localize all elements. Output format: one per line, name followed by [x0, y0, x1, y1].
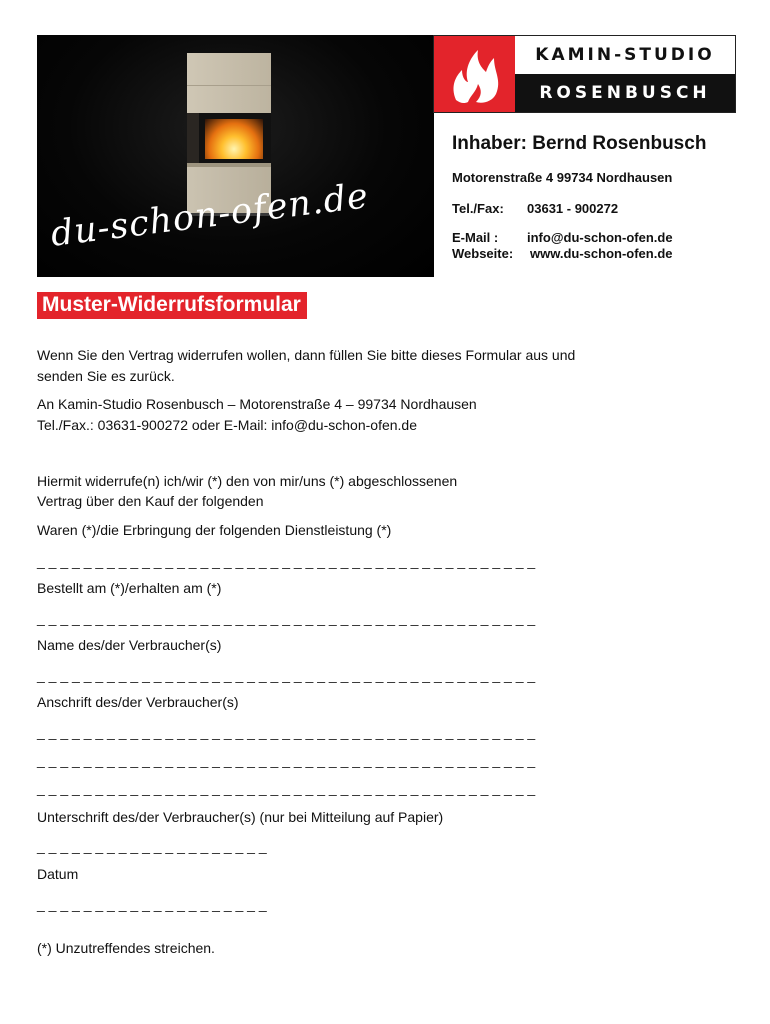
addressee-line-2: Tel./Fax.: 03631-900272 oder E-Mail: info@du-schon-ofen.de [37, 417, 417, 433]
fire-graphic [205, 119, 263, 159]
header-image [37, 35, 434, 277]
consumer-name-fill-line[interactable]: _ _ _ _ _ _ _ _ _ _ _ _ _ _ _ _ _ _ _ _ _ _ _ _ _ _ _ _ _ _ _ _ _ _ _ _ _ _ _ _ _ _ _ [37, 667, 536, 683]
form-title: Muster-Widerrufsformular [37, 292, 307, 319]
website-value: www.du-schon-ofen.de [530, 246, 673, 261]
signature-fill-line[interactable]: _ _ _ _ _ _ _ _ _ _ _ _ _ _ _ _ _ _ _ _ [37, 838, 267, 854]
email-label: E-Mail : [452, 230, 499, 245]
consumer-address-fill-line-2[interactable]: _ _ _ _ _ _ _ _ _ _ _ _ _ _ _ _ _ _ _ _ _ _ _ _ _ _ _ _ _ _ _ _ _ _ _ _ _ _ _ _ _ _ _ [37, 752, 536, 768]
date-label: Datum [37, 866, 79, 882]
website-label: Webseite: [452, 246, 514, 261]
logo-line-2: ROSENBUSCH [515, 74, 735, 112]
addressee-line-1: An Kamin-Studio Rosenbusch – Motorenstraße 4 – 99734 Nordhausen [37, 396, 477, 412]
logo-line-1: KAMIN-STUDIO [515, 36, 735, 74]
intro-line-2: senden Sie es zurück. [37, 368, 175, 384]
consumer-name-label: Name des/der Verbraucher(s) [37, 637, 222, 653]
owner-name: Inhaber: Bernd Rosenbusch [452, 133, 707, 154]
intro-line-1: Wenn Sie den Vertrag widerrufen wollen, dann füllen Sie bitte dieses Formular aus und [37, 347, 576, 363]
tel-value: 03631 - 900272 [527, 201, 619, 216]
ordered-received-label: Bestellt am (*)/erhalten am (*) [37, 580, 222, 596]
address-line: Motorenstraße 4 99734 Nordhausen [452, 170, 673, 185]
tel-label: Tel./Fax: [452, 201, 504, 216]
declaration-line-3: Waren (*)/die Erbringung der folgenden Dienstleistung (*) [37, 522, 392, 538]
declaration-line-1: Hiermit widerrufe(n) ich/wir (*) den von mir/uns (*) abgeschlossenen [37, 473, 458, 489]
signature-label: Unterschrift des/der Verbraucher(s) (nur bei Mitteilung auf Papier) [37, 809, 444, 825]
date-fill-line[interactable]: _ _ _ _ _ _ _ _ _ _ _ _ _ _ _ _ _ _ _ _ [37, 896, 267, 912]
consumer-address-fill-line-1[interactable]: _ _ _ _ _ _ _ _ _ _ _ _ _ _ _ _ _ _ _ _ _ _ _ _ _ _ _ _ _ _ _ _ _ _ _ _ _ _ _ _ _ _ _ [37, 724, 536, 740]
website-script-text: du-schon-ofen.de [48, 176, 371, 255]
footnote: (*) Unzutreffendes streichen. [37, 940, 215, 956]
consumer-address-fill-line-3[interactable]: _ _ _ _ _ _ _ _ _ _ _ _ _ _ _ _ _ _ _ _ _ _ _ _ _ _ _ _ _ _ _ _ _ _ _ _ _ _ _ _ _ _ _ [37, 780, 536, 796]
logo-red-square [434, 36, 515, 112]
ordered-received-fill-line[interactable]: _ _ _ _ _ _ _ _ _ _ _ _ _ _ _ _ _ _ _ _ _ _ _ _ _ _ _ _ _ _ _ _ _ _ _ _ _ _ _ _ _ _ _ [37, 610, 536, 626]
email-value: info@du-schon-ofen.de [527, 230, 673, 245]
flame-icon [448, 46, 502, 104]
goods-fill-line[interactable]: _ _ _ _ _ _ _ _ _ _ _ _ _ _ _ _ _ _ _ _ _ _ _ _ _ _ _ _ _ _ _ _ _ _ _ _ _ _ _ _ _ _ _ [37, 553, 536, 569]
declaration-line-2: Vertrag über den Kauf der folgenden [37, 493, 264, 509]
company-logo [433, 35, 736, 113]
consumer-address-label: Anschrift des/der Verbraucher(s) [37, 694, 239, 710]
